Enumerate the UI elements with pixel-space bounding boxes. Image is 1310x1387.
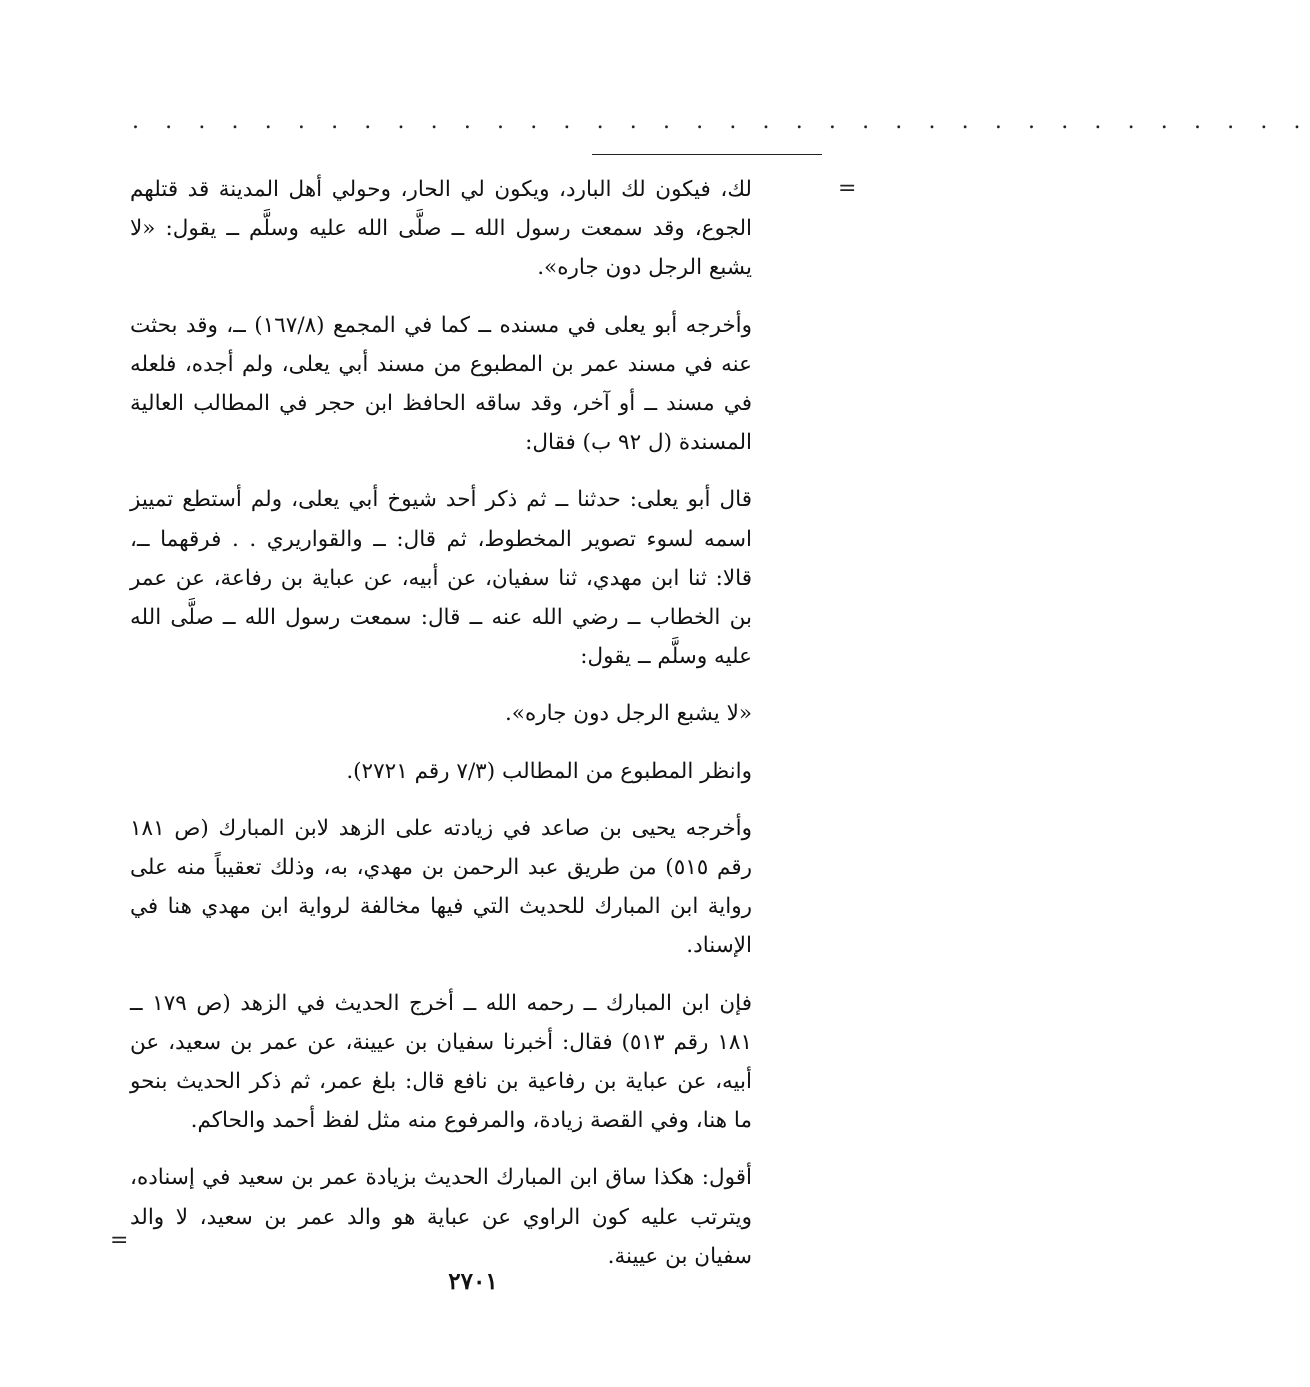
paragraph: وأخرجه يحيى بن صاعد في زيادته على الزهد لابن المبارك (ص ١٨١ رقم ٥١٥) من طريق عبد الرحمن بن مهدي، به، وذلك تعقيباً منه على رواية ابن المبارك للحديث التي فيها مخالفة لرواية ابن مهدي هنا في الإسناد. — [130, 815, 752, 959]
paragraph: وأخرجه أبو يعلى في مسنده ــ كما في المجمع (١٦٧/٨) ــ، وقد بحثت عنه في مسند عمر بن المطبوع من مسند أبي يعلى، ولم أجده، فلعله في مسند ــ أو آخر، وقد ساقه الحافظ ابن حجر في المطالب العالية المسندة (ل ٩٢ ب) فقال: — [130, 312, 752, 456]
page-number: ٢٧٠١ — [448, 1268, 498, 1295]
footnote-separator — [592, 154, 822, 155]
footnote-text — [130, 170, 752, 1276]
paragraph: لك، فيكون لك البارد، ويكون لي الحار، وحولي أهل المدينة قد قتلهم الجوع، وقد سمعت رسول الله ــ صلَّى الله عليه وسلَّم ــ يقول: «لا يشبع الرجل دون جاره». — [130, 177, 752, 281]
paragraph: فإن ابن المبارك ــ رحمه الله ــ أخرج الحديث في الزهد (ص ١٧٩ ــ ١٨١ رقم ٥١٣) فقال: أخبرنا سفيان بن عيينة، عن عمر بن سعيد، عن أبيه، عن عباية بن رفاعية بن نافع قال: بلغ عمر، ثم ذكر الحديث بنحو ما هنا، وفي القصة زيادة، والمرفوع منه مثل لفظ أحمد والحاكم. — [130, 990, 753, 1134]
paragraph: وانظر المطبوع من المطالب (٧/٣ رقم ٢٧٢١). — [346, 758, 752, 784]
header-dots: . . . . . . . . . . . . . . . . . . . . . . . . . . . . . . . . . . . . — [132, 109, 1310, 134]
paragraph: أقول: هكذا ساق ابن المبارك الحديث بزيادة عمر بن سعيد في إسناده، ويترتب عليه كون الراوي عن عباية هو والد عمر بن سعيد، لا والد سفيان بن عيينة. — [130, 1165, 752, 1269]
paragraph: قال أبو يعلى: حدثنا ــ ثم ذكر أحد شيوخ أبي يعلى، ولم أستطع تمييز اسمه لسوء تصوير المخطوط، ثم قال: ــ والقواريري . . فرقهما ــ، قالا: ثنا ابن مهدي، ثنا سفيان، عن أبيه، عن عباية بن رفاعة، عن عمر بن الخطاب ــ رضي الله عنه ــ قال: سمعت رسول الله ــ صلَّى الله عليه وسلَّم ــ يقول: — [130, 487, 752, 670]
paragraph: «لا يشبع الرجل دون جاره». — [504, 701, 752, 727]
continuation-marker-bottom: = — [110, 1228, 129, 1253]
continuation-marker-top: = — [838, 176, 857, 201]
